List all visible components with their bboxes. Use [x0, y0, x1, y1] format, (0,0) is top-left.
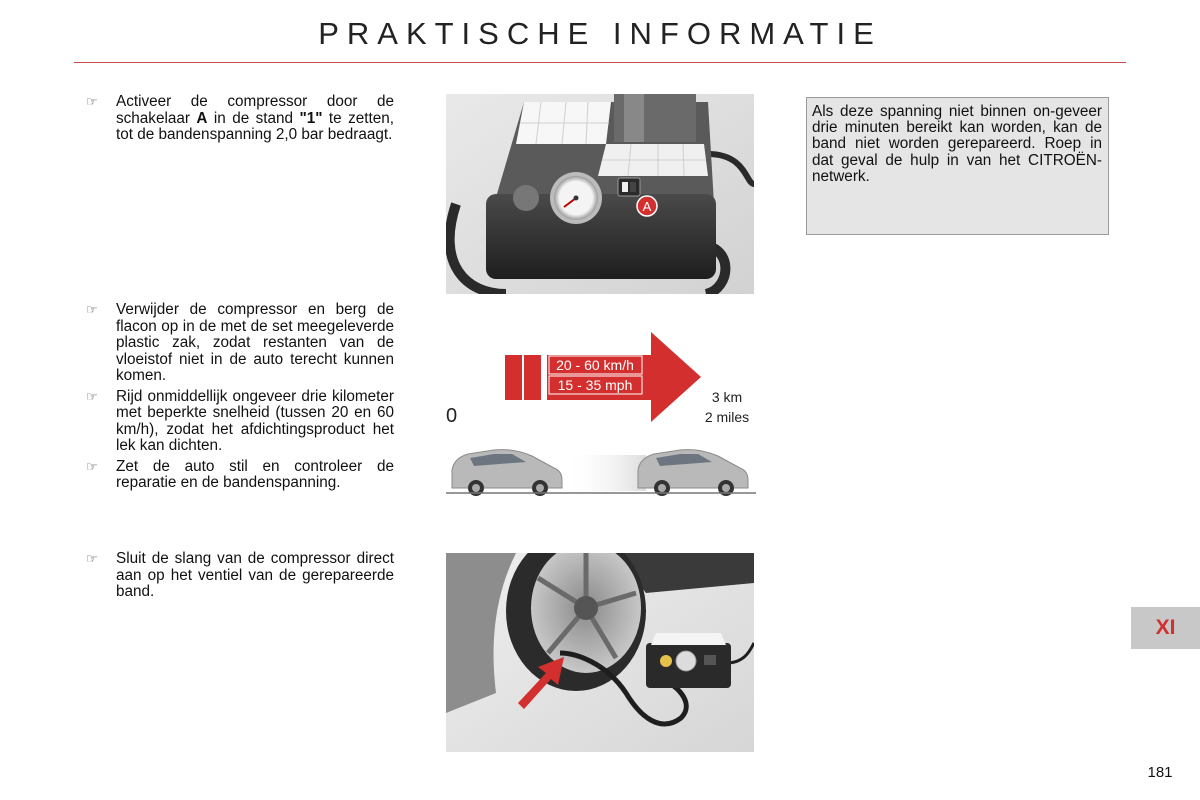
pointing-hand-icon: ☞	[86, 94, 98, 109]
car-start-illustration	[452, 450, 562, 496]
pointing-hand-icon: ☞	[86, 551, 98, 566]
list-item	[86, 551, 394, 601]
chapter-tab[interactable]: XI	[1131, 607, 1200, 649]
switch-label: A	[642, 199, 652, 214]
start-distance: 0	[446, 405, 458, 427]
instruction-block-2	[86, 302, 394, 496]
speed-kmh: 20 - 60 km/h	[556, 357, 634, 373]
list-item	[86, 459, 394, 492]
list-item	[86, 94, 394, 144]
pointing-hand-icon: ☞	[86, 458, 98, 474]
distance-miles: 2 miles	[704, 409, 750, 425]
title-rule	[74, 62, 1126, 63]
car-end-illustration	[638, 450, 748, 496]
instruction-block-1	[86, 94, 394, 148]
instruction-text: Verwijder de compressor en berg de flacon op in de met de set meegeleverde plastic zak, zodat restanten van de vloeistof niet in de auto terecht kunnen komen.	[116, 301, 394, 384]
list-item	[86, 389, 394, 455]
speed-mph: 15 - 35 mph	[557, 377, 633, 393]
instruction-text: Activeer de compressor door de schakelaar A in de stand "1" te zetten, tot de bandenspanning 2,0 bar bedraagt.	[116, 93, 394, 143]
instruction-block-3	[86, 551, 394, 605]
instruction-text: Sluit de slang van de compressor direct aan op het ventiel van de gerepareerde band.	[116, 550, 394, 600]
page-number: 181	[1147, 764, 1173, 781]
pointing-hand-icon: ☞	[86, 302, 98, 317]
hose-connection-figure	[446, 553, 754, 752]
list-item	[86, 302, 394, 385]
compressor-switch-figure	[446, 94, 754, 294]
distance-km: 3 km	[711, 389, 743, 405]
instruction-text: Rijd onmiddellijk ongeveer drie kilometer met beperkte snelheid (tussen 20 en 60 km/h), zodat het afdichtingsproduct het lek kan dichten.	[116, 387, 394, 454]
note-box: Als deze spanning niet binnen on-geveer drie minuten bereikt kan worden, kan de band niet worden gerepareerd. Roep in dat geval de hulp in van het CITROËN-netwerk.	[806, 97, 1109, 235]
page-title: PRAKTISCHE INFORMATIE	[318, 16, 882, 51]
instruction-text: Zet de auto stil en controleer de reparatie en de bandenspanning.	[116, 457, 394, 491]
pointing-hand-icon: ☞	[86, 388, 98, 404]
drive-speed-figure	[446, 330, 756, 496]
